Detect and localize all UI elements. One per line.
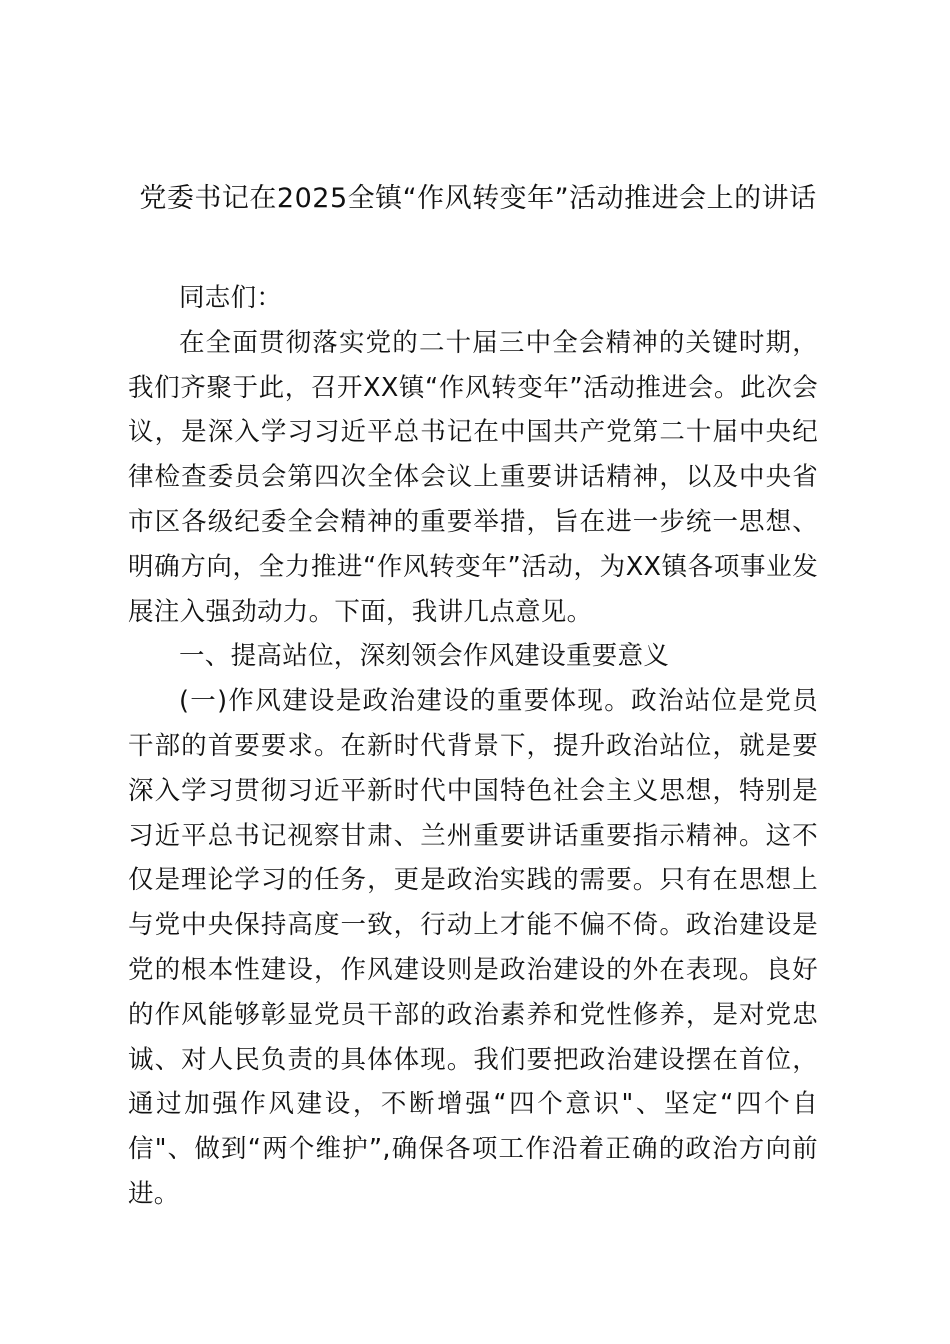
document-body bbox=[128, 276, 818, 1217]
document-title: 党委书记在2025全镇“作风转变年”活动推进会上的讲话 bbox=[139, 183, 817, 214]
section-heading: 一、提高站位，深刻领会作风建设重要意义 bbox=[179, 641, 670, 672]
paragraph-intro: 在全面贯彻落实党的二十届三中全会精神的关键时期，我们齐聚于此，召开XX镇“作风转变年”活动推进会。此次会议，是深入学习习近平总书记在中国共产党第二十届中央纪律检查委员会第四次全体会议上重要讲话精神，以及中央省市区各级纪委全会精神的重要举措，旨在进一步统一思想、明确方向，全力推进“作风转变年”活动，为XX镇各项事业发展注入强劲动力。下面，我讲几点意见。 bbox=[128, 327, 818, 627]
salutation: 同志们： bbox=[179, 283, 283, 313]
paragraph-subsection-1: (一)作风建设是政治建设的重要体现。政治站位是党员干部的首要要求。在新时代背景下，提升政治站位，就是要深入学习贯彻习近平新时代中国特色社会主义思想，特别是习近平总书记视察甘肃、兰州重要讲话重要指示精神。这不仅是理论学习的任务，更是政治实践的需要。只有在思想上与党中央保持高度一致，行动上才能不偏不倚。政治建设是党的根本性建设，作风建设则是政治建设的外在表现。良好的作风能够彰显党员干部的政治素养和党性修养，是对党忠诚、对人民负责的具体体现。我们要把政治建设摆在首位，通过加强作风建设，不断增强“四个意识"、坚定“四个自信"、做到“两个维护”,确保各项工作沿着正确的政治方向前进。 bbox=[128, 686, 818, 1209]
